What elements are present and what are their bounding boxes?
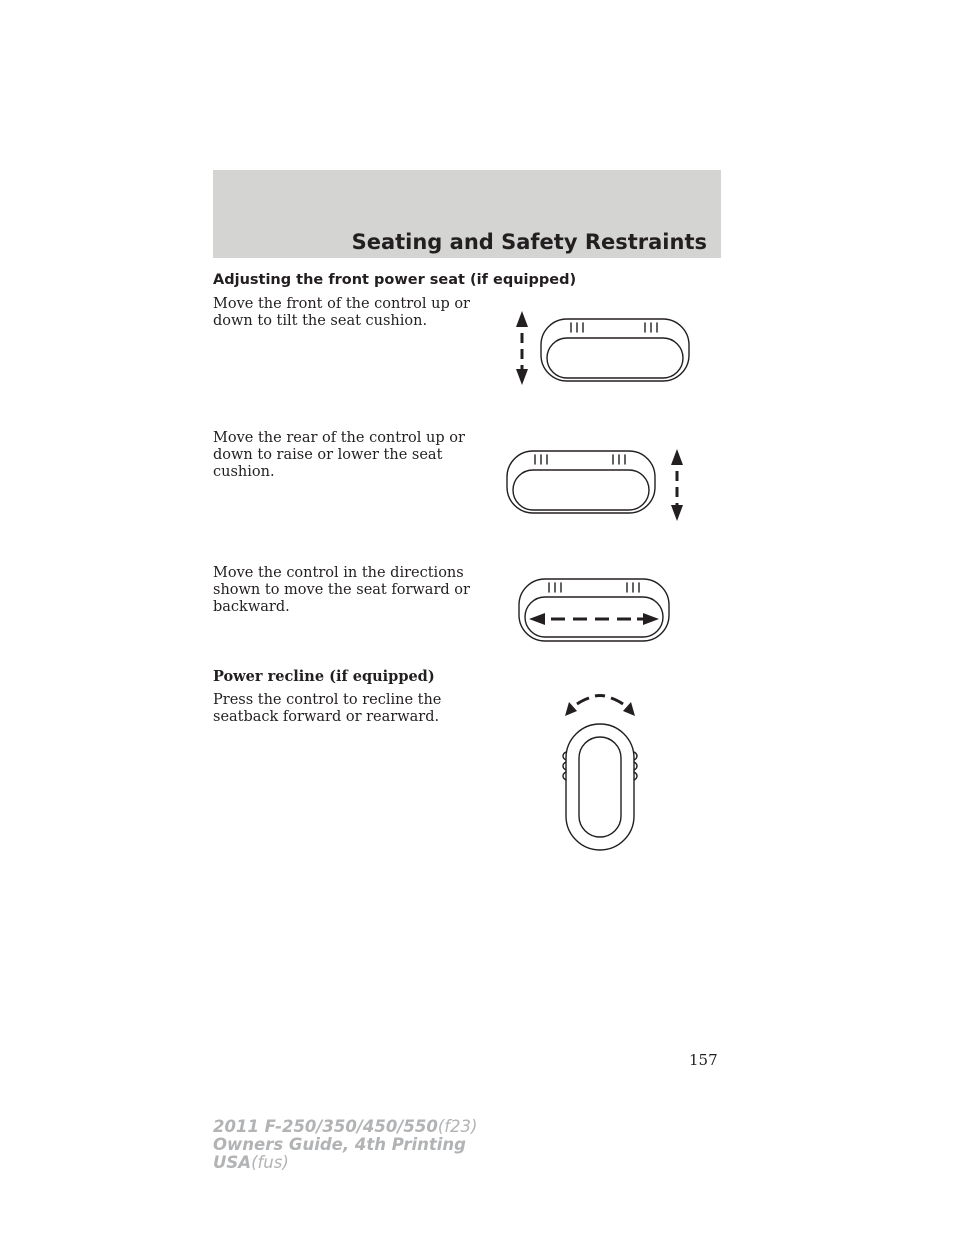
forward-instruction: Move the control in the directions shown to move the seat forward or backward.: [213, 565, 470, 615]
recline-heading: Power recline (if equipped): [213, 668, 435, 685]
page-number: 157: [689, 1051, 718, 1069]
raise-cushion-control-icon: [505, 445, 695, 525]
footer-market-code: (fus): [251, 1153, 289, 1172]
footer-model-code: (f23): [437, 1117, 478, 1136]
seat-forward-backward-control-icon: [515, 575, 675, 645]
power-recline-control-icon: [555, 690, 645, 855]
raise-instruction: Move the rear of the control up or down to raise or lower the seat cushion.: [213, 430, 465, 480]
power-seat-heading: Adjusting the front power seat (if equipped): [213, 272, 577, 288]
footer-market: USA: [213, 1153, 252, 1172]
footer-printing-info: [213, 1118, 478, 1172]
footer-model: 2011 F-250/350/450/550: [213, 1117, 438, 1136]
header-band: [213, 170, 721, 258]
tilt-cushion-control-icon: [505, 305, 695, 390]
section-title: Seating and Safety Restraints: [351, 230, 707, 254]
tilt-instruction: Move the front of the control up or down to tilt the seat cushion.: [213, 296, 470, 329]
footer-edition: Owners Guide, 4th Printing: [213, 1135, 466, 1154]
recline-instruction: Press the control to recline the seatback forward or rearward.: [213, 692, 442, 725]
